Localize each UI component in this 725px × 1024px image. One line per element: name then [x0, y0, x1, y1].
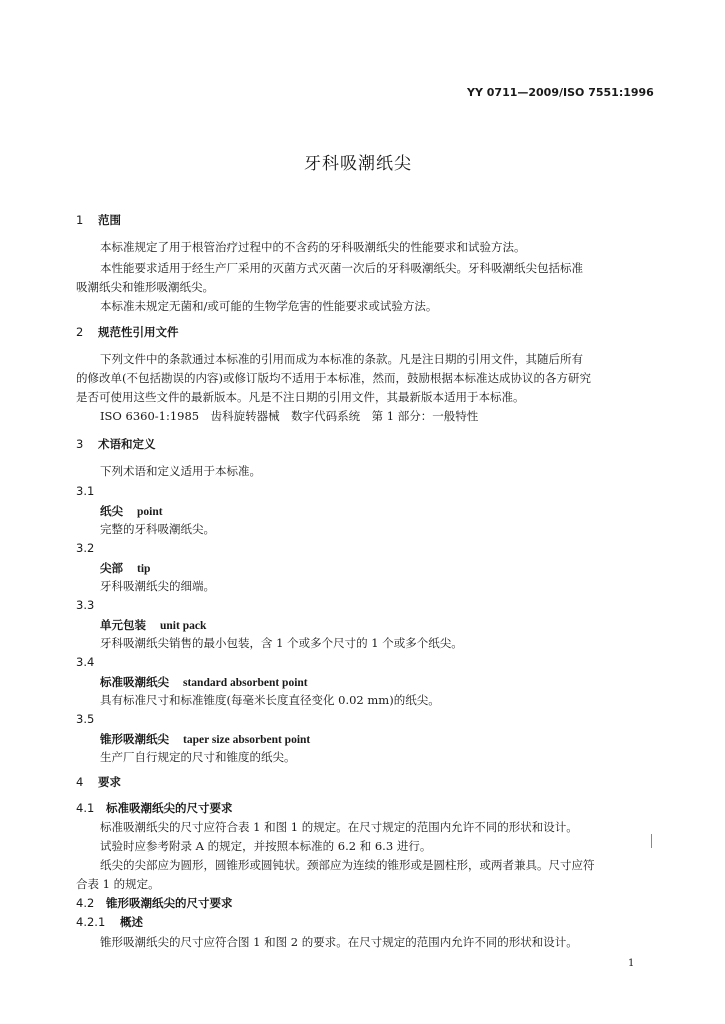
term-3-2-heading: 尖部 tip	[100, 561, 151, 575]
term-3-4-definition: 具有标准尺寸和标准锥度(每毫米长度直径变化 0.02 mm)的纸尖。	[100, 693, 440, 707]
term-3-5-number: 3.5	[76, 712, 95, 726]
page-title: 牙科吸潮纸尖	[304, 154, 412, 174]
section-2-para-line-3: 是否可使用这些文件的最新版本。凡是不注日期的引用文件，其最新版本适用于本标准。	[76, 390, 525, 404]
term-3-4-number: 3.4	[76, 655, 95, 669]
term-3-1-heading: 纸尖 point	[100, 504, 163, 518]
section-3-heading: 3 术语和定义	[76, 437, 156, 451]
section-1-para-2-line-1: 本性能要求适用于经生产厂采用的灭菌方式灭菌一次后的牙科吸潮纸尖。牙科吸潮纸尖包括标准	[100, 261, 583, 275]
standard-code: YY 0711—2009/ISO 7551:1996	[467, 86, 654, 99]
section-2-para-line-2: 的修改单(不包括勘误的内容)或修订版均不适用于本标准，然而，鼓励根据本标准达成协议的各方研究	[76, 371, 591, 385]
term-3-1-definition: 完整的牙科吸潮纸尖。	[100, 522, 215, 536]
term-3-5-definition: 生产厂自行规定的尺寸和锥度的纸尖。	[100, 750, 296, 764]
term-3-5-heading: 锥形吸潮纸尖 taper size absorbent point	[100, 732, 311, 746]
section-1-para-2-line-2: 吸潮纸尖和锥形吸潮纸尖。	[76, 280, 214, 294]
section-2-reference: ISO 6360-1:1985 齿科旋转器械 数字代码系统 第 1 部分：一般特性	[100, 409, 479, 423]
section-4-1-para-3-line-1: 纸尖的尖部应为圆形，圆锥形或圆钝状。颈部应为连续的锥形或是圆柱形，或两者兼具。尺寸应符	[100, 858, 595, 872]
page-number: 1	[628, 958, 635, 969]
term-3-2-definition: 牙科吸潮纸尖的细端。	[100, 579, 215, 593]
section-2-heading: 2 规范性引用文件	[76, 325, 179, 339]
section-4-2-1-heading: 4.2.1 概述	[76, 915, 143, 929]
section-1-para-3: 本标准未规定无菌和/或可能的生物学危害的性能要求或试验方法。	[100, 299, 438, 313]
term-3-1-number: 3.1	[76, 484, 95, 498]
term-3-4-heading: 标准吸潮纸尖 standard absorbent point	[100, 675, 308, 689]
section-4-heading: 4 要求	[76, 775, 121, 789]
section-3-intro: 下列术语和定义适用于本标准。	[100, 464, 261, 478]
section-4-1-para-2: 试验时应参考附录 A 的规定，并按照本标准的 6.2 和 6.3 进行。	[100, 839, 432, 853]
section-4-1-para-1: 标准吸潮纸尖的尺寸应符合表 1 和图 1 的规定。在尺寸规定的范围内允许不同的形状和设计。	[100, 820, 578, 834]
section-4-2-1-para-1: 锥形吸潮纸尖的尺寸应符合图 1 和图 2 的要求。在尺寸规定的范围内允许不同的形状和设计。	[100, 935, 578, 949]
term-3-3-heading: 单元包装 unit pack	[100, 618, 207, 632]
term-3-2-number: 3.2	[76, 541, 95, 555]
section-4-1-heading: 4.1 标准吸潮纸尖的尺寸要求	[76, 801, 233, 815]
term-3-3-number: 3.3	[76, 598, 95, 612]
section-4-2-heading: 4.2 锥形吸潮纸尖的尺寸要求	[76, 896, 233, 910]
term-3-3-definition: 牙科吸潮纸尖销售的最小包装，含 1 个或多个尺寸的 1 个或多个纸尖。	[100, 636, 463, 650]
change-bar	[651, 834, 652, 848]
section-1-heading: 1 范围	[76, 213, 121, 227]
section-1-para-1: 本标准规定了用于根管治疗过程中的不含药的牙科吸潮纸尖的性能要求和试验方法。	[100, 240, 526, 254]
section-2-para-line-1: 下列文件中的条款通过本标准的引用而成为本标准的条款。凡是注日期的引用文件，其随后所有	[100, 352, 583, 366]
section-4-1-para-3-line-2: 合表 1 的规定。	[76, 877, 160, 891]
